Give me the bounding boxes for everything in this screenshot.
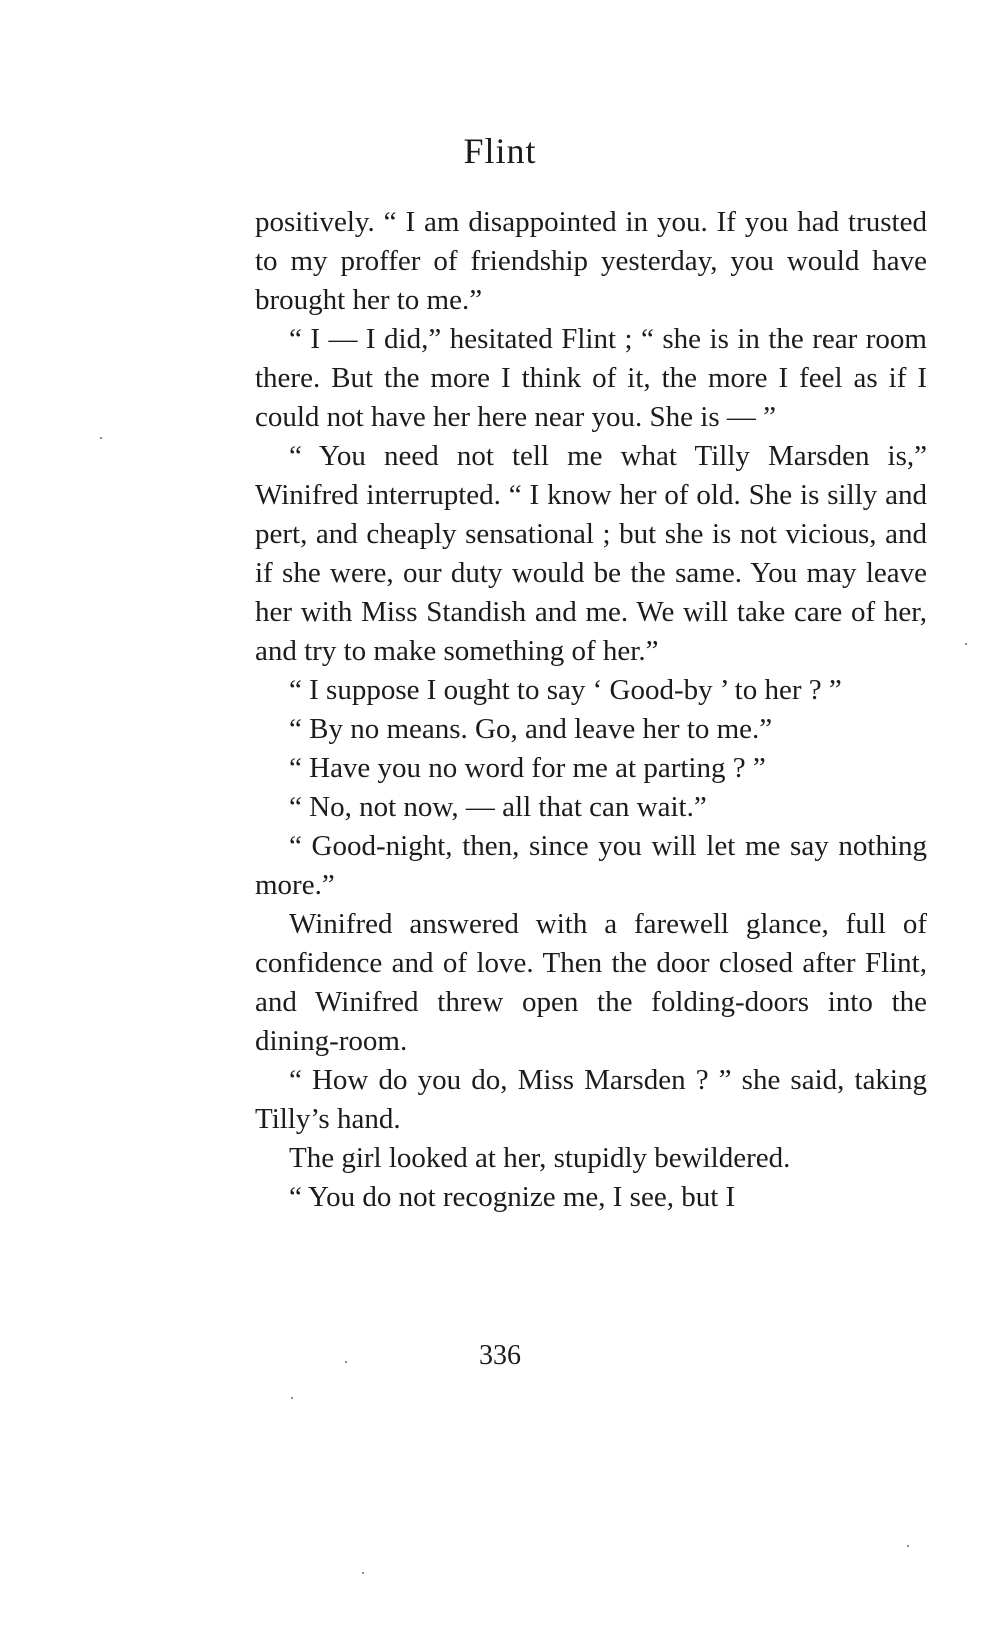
page-number: 336: [479, 1340, 521, 1371]
scan-speck: [362, 1572, 364, 1574]
paragraph: The girl looked at her, stupidly bewildered.: [289, 1142, 791, 1174]
scan-speck: [965, 643, 967, 645]
paragraph: “ By no means. Go, and leave her to me.”: [289, 713, 773, 745]
paragraph: “ No, not now, — all that can wait.”: [289, 791, 707, 823]
scan-speck: [907, 1545, 909, 1547]
paragraph: “ How do you do, Miss Marsden ? ” she said, taking Tilly’s hand.: [255, 1064, 927, 1135]
running-head: Flint: [463, 131, 537, 171]
paragraph: “ You need not tell me what Tilly Marsden is,” Winifred interrupted. “ I know her of old. She is silly and pert, and cheaply sensational ; but she is not vicious, and if she were, our duty would be the same. You may leave her with Miss Standish and me. We will take care of her, and try to make something of her.”: [255, 440, 927, 667]
paragraph: positively. “ I am disappointed in you. If you had trusted to my proffer of friendship yesterday, you would have brought her to me.”: [255, 206, 927, 316]
paragraph: “ I suppose I ought to say ‘ Good-by ’ to her ? ”: [289, 674, 842, 706]
paragraph: “ Good-night, then, since you will let me say nothing more.”: [255, 830, 927, 901]
paragraph: “ I — I did,” hesitated Flint ; “ she is in the rear room there. But the more I think of it, the more I feel as if I could not have her here near you. She is — ”: [255, 323, 927, 433]
paragraph: “ Have you no word for me at parting ? ”: [289, 752, 766, 784]
scan-speck: [100, 437, 102, 439]
paragraph: Winifred answered with a farewell glance, full of confidence and of love. Then the door closed after Flint, and Winifred threw open the folding-doors into the dining-room.: [255, 908, 927, 1057]
body-text: [255, 203, 927, 1217]
paragraph: “ You do not recognize me, I see, but I: [289, 1181, 736, 1213]
scan-speck: [345, 1361, 347, 1363]
scan-speck: [291, 1397, 293, 1399]
